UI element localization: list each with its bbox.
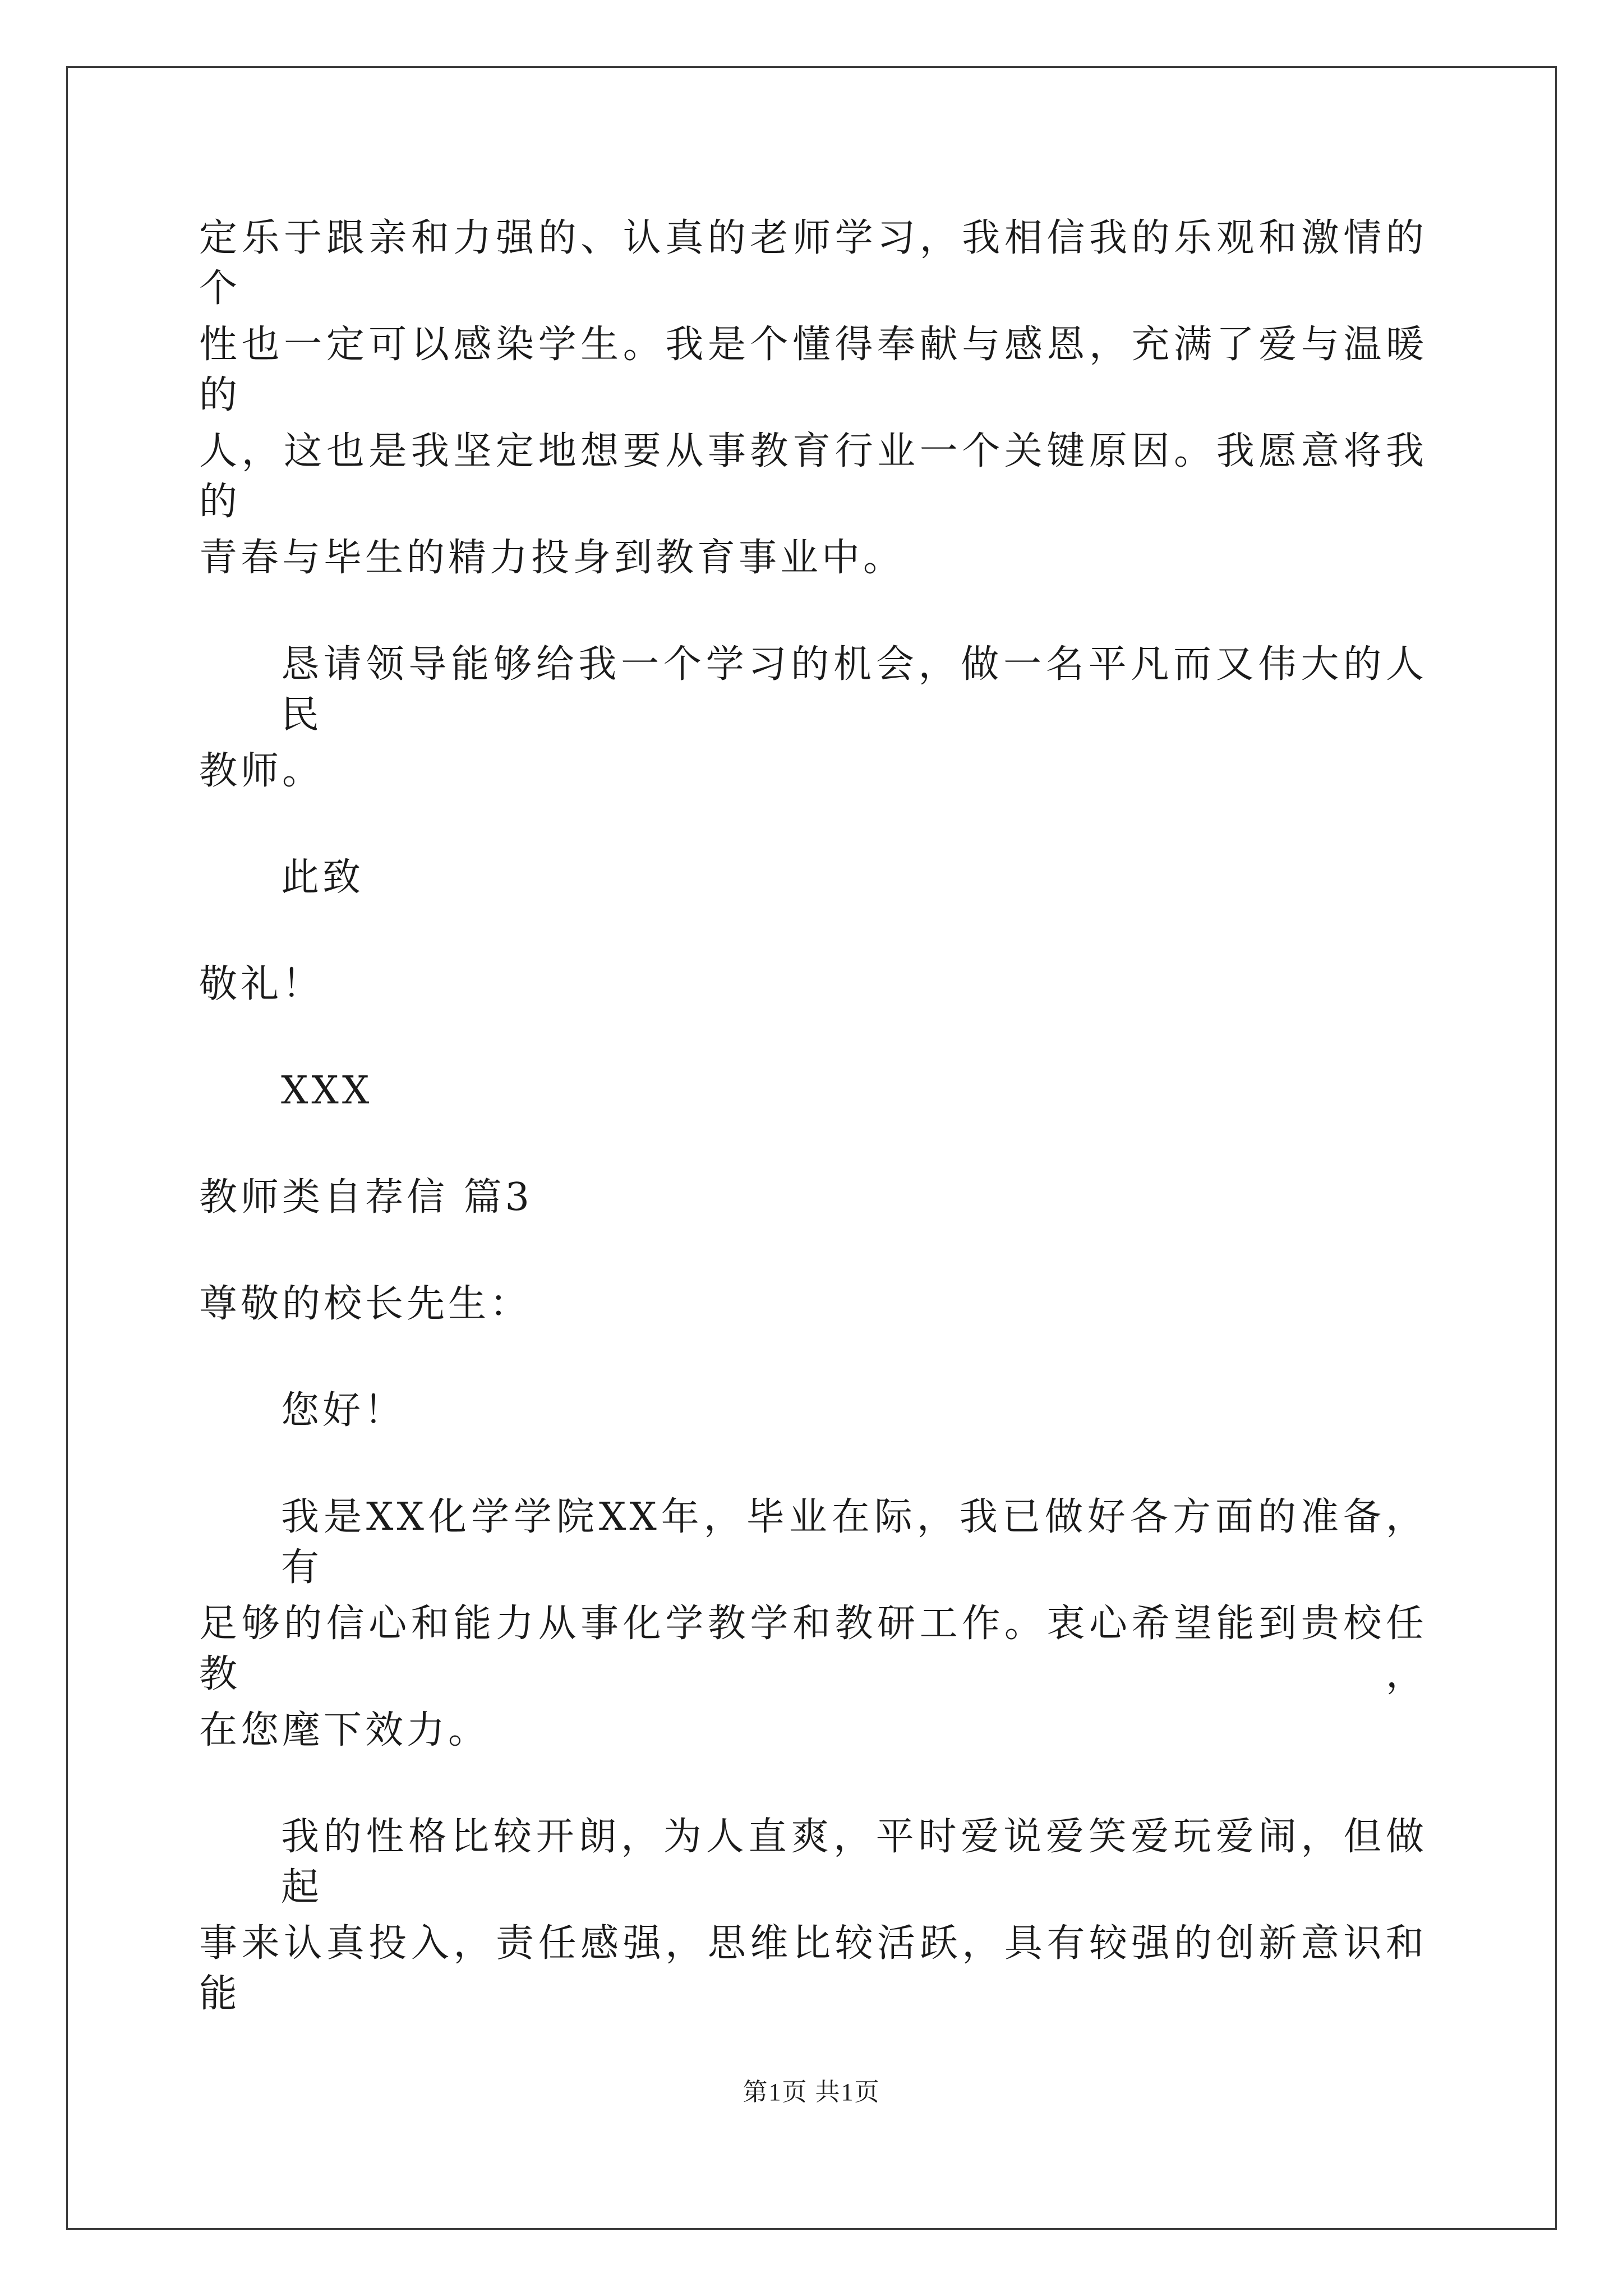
paragraph-line: 青春与毕生的精力投身到教育事业中。 [199,536,905,580]
closing-salutation: 此致 [281,855,365,900]
paragraph-line: 我是XX化学学院XX年，毕业在际，我已做好各方面的准备，有 [281,1495,1427,1590]
paragraph-line: 人，这也是我坚定地想要从事教育行业一个关键原因。我愿意将我的 [199,429,1427,524]
section-title: 教师类自荐信 篇3 [199,1175,533,1220]
paragraph-line: 事来认真投入，责任感强，思维比较活跃，具有较强的创新意识和能 [199,1921,1427,2016]
greeting: 您好！ [281,1388,406,1433]
page-number: 第1页 共1页 [743,2078,880,2106]
paragraph-line: 性也一定可以感染学生。我是个懂得奉献与感恩，充满了爱与温暖的 [199,323,1427,417]
greeting-recipient: 尊敬的校长先生： [199,1282,532,1326]
paragraph-line: 我的性格比较开朗，为人直爽，平时爱说爱笑爱玩爱闹，但做起 [281,1815,1427,1910]
paragraph-line: 定乐于跟亲和力强的、认真的老师学习，我相信我的乐观和激情的个 [199,216,1427,311]
signature-name: XXX [281,1069,373,1113]
paragraph-line: 教师。 [199,749,324,793]
paragraph-line: 在您麾下效力。 [199,1708,490,1752]
paragraph-line: 恳请领导能够给我一个学习的机会，做一名平凡而又伟大的人民 [281,642,1427,737]
closing-respect: 敬礼！ [199,962,324,1006]
paragraph-line: 足够的信心和能力从事化学教学和教研工作。衷心希望能到贵校任教， [199,1602,1427,1696]
